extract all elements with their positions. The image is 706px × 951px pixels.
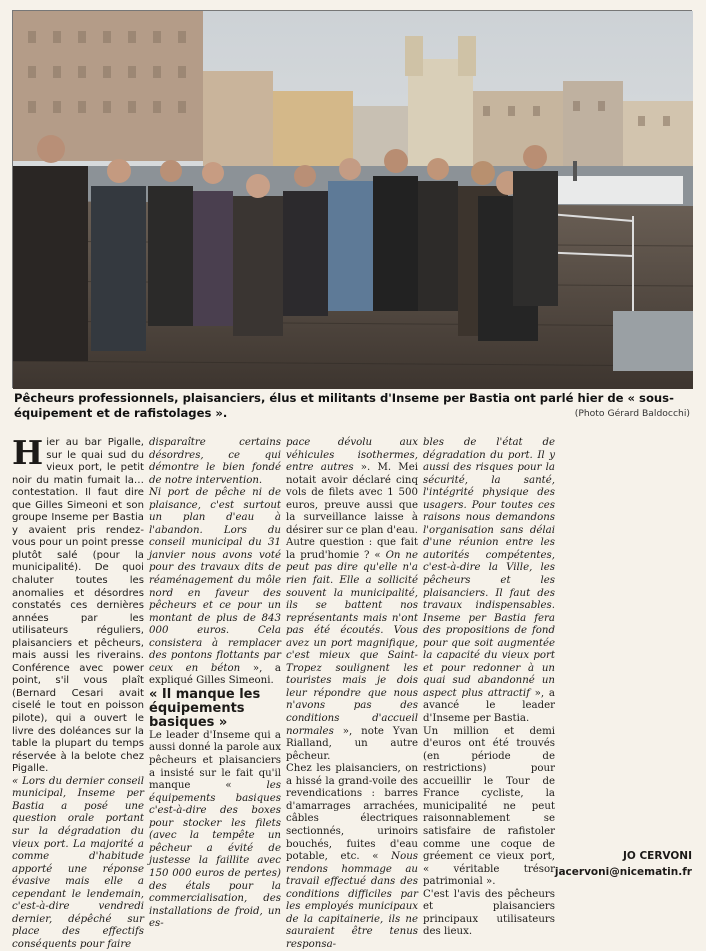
paragraph: Un million et demi d'euros ont été trouvés (en période de restrictions) pour accueillir le Tour de France cycliste, la municipalité ne peut raisonnablement se satisfaire de rafistoler comme une coque de gréement ce vieux port, « véritable trésor patrimonial ».: [423, 725, 555, 888]
paragraph: C'est l'avis des pêcheurs et plaisanciers principaux utilisateurs des lieux.: [423, 888, 555, 938]
paragraph: Chez les plaisanciers, on a hissé la grand-voile des revendications : barres d'amarrages arrachées, câbles électriques sectionnés, urinoirs bouchés, fuites d'eau potable, etc. « Nous rendons hommage au travail effectué dans des conditions difficiles par les employés municipaux de la capitainerie, ils ne sauraient être tenus responsa-: [286, 763, 418, 950]
photo-caption: Pêcheurs professionnels, plaisanciers, élus et militants d'Inseme per Bastia ont parlé hier de « sous-équipement et de rafistolages ».: [14, 391, 674, 420]
paragraph: pace dévolu aux véhicules isothermes, entre autres ». M. Mei notait avoir déclaré cinq vols de filets avec 1 500 euros, preuve aussi que la surveillance laisse à désirer sur ce plan d'eau. Autre question : que fait la prud'homie ? « On ne peut pas dire qu'elle n'a rien fait. Elle a sollicité souvent la municipalité, ils se battent nos représentants mais n'ont pas été écoutés. Vous avez un port magnifique, c'est mieux que Saint-Tropez soulignent les touristes mais je dois leur répondre que nous n'avons pas des conditions d'accueil normales », note Yvan Rialland, un autre pêcheur.: [286, 437, 418, 762]
byline: JO CERVONI: [622, 850, 692, 862]
article-column-3: [286, 437, 418, 950]
article-column-1: [12, 433, 144, 950]
article-column-2: [149, 437, 281, 930]
article-column-4: [423, 437, 555, 938]
lead-paragraph: Hier au bar Pigalle, sur le quai sud du vieux port, le petit noir du matin fumait la… contestation. Il faut dire que Gilles Simeoni et son groupe Inseme per Bastia y avaient pris rendez-vous pour un point presse plutôt salé (pour la municipalité). De quoi chaluter toutes les anomalies et désordres constatés ces dernières années par les utilisateurs réguliers, plaisanciers et pêcheurs, mais aussi les riverains. Conférence avec power point, s'il vous plaît (Bernard Cesari avait ciselé le tout en poisson pilote), qui a ouvert le livre des doléances sur la table la plupart du temps réservée à la belote chez Pigalle.: [12, 433, 144, 775]
paragraph: Le leader d'Inseme qui a aussi donné la parole aux pêcheurs et plaisanciers a insisté sur le fait qu'il manque « les équipements basiques c'est-à-dire des boxes pour stocker les filets (avec la tempête un pêcheur a évité de justesse la faillite avec 150 000 euros de pertes) des étals pour la commercialisation, des installations de froid, un es-: [149, 729, 281, 930]
quote-paragraph: « Lors du dernier conseil municipal, Inseme per Bastia a posé une question orale portant sur la dégradation du vieux port. La majorité a comme d'habitude apporté une réponse évasive mais elle a cependant le lendemain, c'est-à-dire vendredi dernier, dépêché sur place des effectifs conséquents pour faire: [12, 775, 144, 950]
paragraph: bles de l'état de dégradation du port. Il y aussi des risques pour la sécurité, la santé, l'intégrité physique des usagers. Pour toutes ces raisons nous demandons l'organisation sans délai d'une réunion entre les autorités compétentes, c'est-à-dire la Ville, les pêcheurs et les plaisanciers. Il faut des travaux indispensables. Inseme per Bastia fera des propositions de fond pour que soit augmentée la capacité du vieux port et pour redonner à un quai sud abandonné un aspect plus attractif », a avancé le leader d'Inseme per Bastia.: [423, 437, 555, 725]
paragraph: Ni port de pêche ni de plaisance, c'est surtout un plan d'eau à l'abandon. Lors du conseil municipal du 31 janvier nous avons voté pour des travaux dits de réaménagement du môle nord en faveur des pêcheurs et ce pour un montant de plus de 843 000 euros. Cela consistera à remplacer des pontons flottants par ceux en béton », a expliqué Gilles Simeoni.: [149, 487, 281, 687]
author-email[interactable]: jacervoni@nicematin.fr: [554, 866, 692, 878]
paragraph: disparaître certains désordres, ce qui démontre le bien fondé de notre intervention.: [149, 437, 281, 486]
group-photo-harbour-icon: [13, 11, 693, 389]
drop-cap: H: [12, 433, 44, 472]
article-photo: [12, 10, 692, 388]
photo-credit: (Photo Gérard Baldocchi): [574, 408, 690, 419]
subheading: « Il manque les équipements basiques »: [149, 686, 261, 730]
